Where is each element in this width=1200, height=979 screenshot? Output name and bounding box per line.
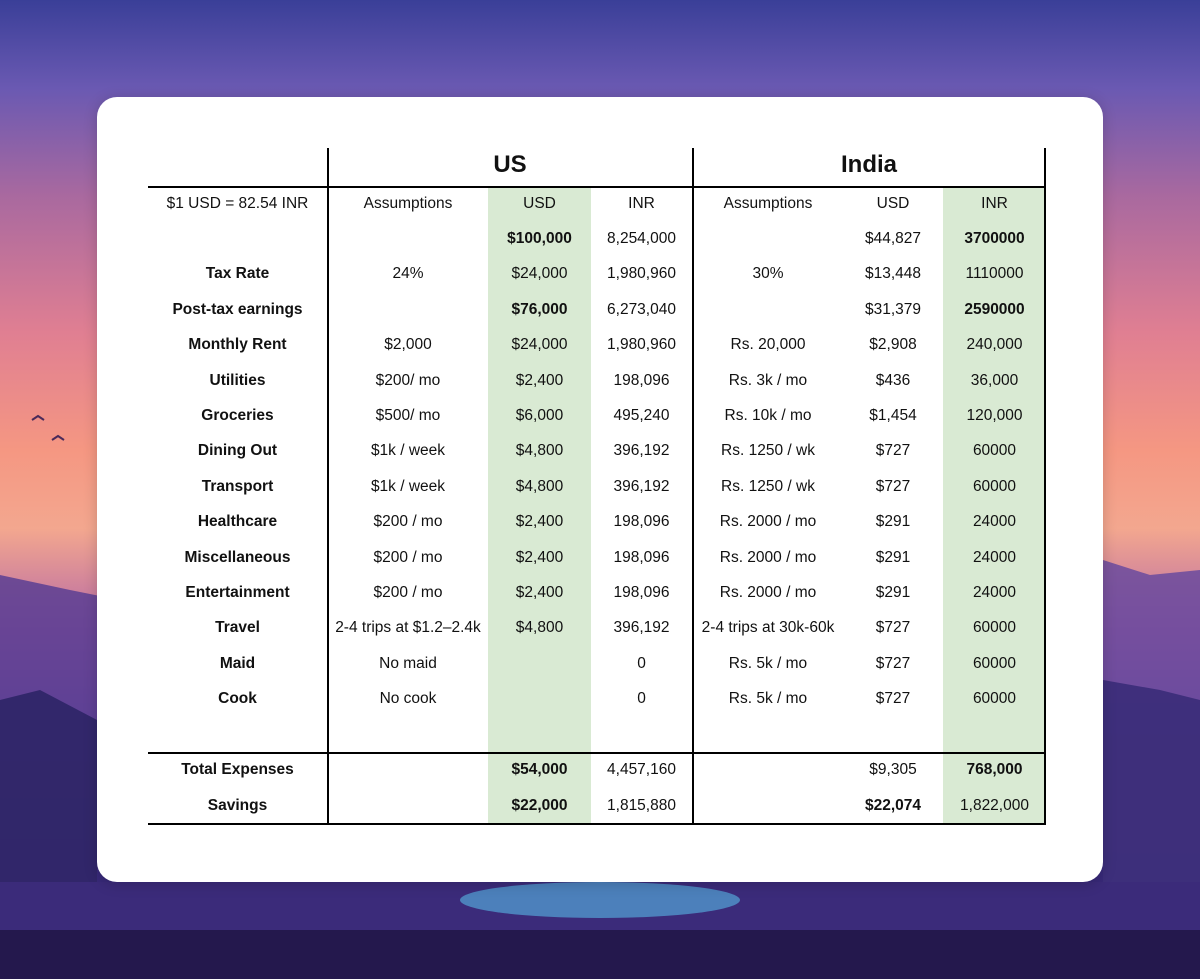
india-assumption-cell: 2-4 trips at 30k-60k — [701, 619, 835, 637]
india-inr-cell: 24000 — [972, 513, 1017, 531]
row-label: Post-tax earnings — [172, 300, 303, 318]
bottom-border — [148, 823, 1046, 825]
india-assumption-cell: Rs. 2000 / mo — [719, 548, 817, 566]
us-usd-cell: $22,000 — [511, 796, 568, 814]
us-assumption-cell: $500/ mo — [375, 407, 441, 424]
india-usd-cell: $727 — [875, 690, 911, 708]
us-usd-cell: $100,000 — [507, 230, 572, 247]
us-assumption-cell: $200 / mo — [373, 513, 443, 531]
us-assumption-cell: No maid — [379, 654, 437, 672]
us-inr-cell: 198,096 — [613, 371, 670, 389]
us-assumption-cell: No cook — [379, 690, 437, 708]
india-assumption-cell: Rs. 2000 / mo — [719, 584, 817, 601]
us-assumption-cell: 24% — [392, 265, 424, 283]
india-assumption-cell: Rs. 5k / mo — [728, 654, 808, 672]
us-assumption-cell: $1k / week — [370, 442, 446, 460]
india-usd-cell: $727 — [875, 442, 911, 460]
us-assumptions-header: Assumptions — [363, 195, 453, 212]
us-inr-cell: 6,273,040 — [607, 300, 676, 318]
header-divider — [148, 186, 1046, 188]
us-usd-cell — [488, 687, 591, 711]
us-usd-cell: $4,800 — [515, 477, 564, 495]
cost-comparison-table — [148, 148, 1046, 825]
us-assumption-cell — [328, 758, 488, 782]
row-label — [148, 227, 327, 251]
us-inr-header: INR — [628, 195, 655, 212]
row-label: Savings — [207, 796, 268, 814]
india-assumption-cell — [693, 794, 843, 818]
india-assumption-cell: Rs. 20,000 — [730, 336, 806, 354]
us-inr-cell: 1,980,960 — [607, 336, 676, 354]
us-inr-cell: 396,192 — [613, 619, 670, 637]
us-inr-cell: 4,457,160 — [607, 761, 676, 778]
us-usd-cell: $4,800 — [515, 442, 564, 460]
us-usd-cell: $6,000 — [515, 407, 564, 424]
india-usd-cell: $1,454 — [869, 407, 917, 424]
india-usd-cell: $44,827 — [864, 230, 922, 247]
india-assumption-cell: Rs. 1250 / wk — [721, 442, 815, 460]
us-assumption-cell: $200 / mo — [373, 548, 443, 566]
india-inr-cell: 120,000 — [966, 407, 1023, 424]
india-assumptions-header: Assumptions — [723, 195, 813, 212]
india-usd-cell: $291 — [875, 513, 911, 531]
us-usd-cell: $2,400 — [515, 371, 564, 389]
us-assumption-cell: $200 / mo — [373, 584, 443, 601]
us-usd-cell: $2,400 — [515, 584, 564, 601]
us-inr-cell: 1,980,960 — [607, 265, 676, 283]
india-group-header: India — [840, 151, 897, 178]
us-inr-cell: 198,096 — [613, 584, 670, 601]
india-assumption-cell — [693, 298, 843, 322]
india-usd-cell: $31,379 — [864, 300, 922, 318]
us-assumption-cell — [328, 298, 488, 322]
us-inr-cell: 396,192 — [613, 442, 670, 460]
india-inr-cell: 24000 — [972, 584, 1017, 601]
india-inr-cell: 1,822,000 — [960, 796, 1029, 814]
row-label: Total Expenses — [181, 761, 294, 778]
row-label: Tax Rate — [205, 265, 270, 283]
us-assumption-cell: $200/ mo — [375, 371, 441, 389]
india-inr-cell: 240,000 — [966, 336, 1023, 354]
row-label: Miscellaneous — [184, 548, 291, 566]
us-inr-cell: 1,815,880 — [607, 796, 676, 814]
india-inr-cell: 60000 — [972, 654, 1017, 672]
india-usd-cell: $291 — [875, 548, 911, 566]
india-inr-cell: 60000 — [972, 442, 1017, 460]
us-usd-cell: $24,000 — [511, 336, 568, 354]
india-inr-cell: 24000 — [972, 548, 1017, 566]
us-assumption-cell: 2-4 trips at $1.2–2.4k — [335, 619, 481, 637]
us-inr-cell: 8,254,000 — [607, 230, 676, 247]
us-inr-cell: 0 — [637, 690, 646, 708]
row-label: Utilities — [209, 371, 266, 389]
us-usd-cell: $24,000 — [511, 265, 568, 283]
india-assumption-cell: Rs. 10k / mo — [724, 407, 812, 424]
us-assumption-cell: $1k / week — [370, 477, 446, 495]
row-label: Maid — [219, 654, 256, 672]
india-usd-cell: $13,448 — [864, 265, 922, 283]
us-usd-cell: $54,000 — [511, 761, 568, 778]
india-usd-header: USD — [876, 195, 910, 212]
us-usd-header: USD — [523, 195, 556, 212]
us-assumption-cell: $2,000 — [384, 336, 432, 354]
us-usd-cell: $2,400 — [515, 548, 564, 566]
india-usd-cell: $291 — [875, 584, 911, 601]
us-inr-cell: 0 — [637, 654, 646, 672]
india-assumption-cell — [693, 227, 843, 251]
row-label: Monthly Rent — [188, 336, 287, 354]
us-usd-cell: $4,800 — [515, 619, 564, 637]
us-assumption-cell — [328, 227, 488, 251]
india-assumption-cell: 30% — [752, 265, 784, 283]
india-inr-cell: 2590000 — [964, 300, 1025, 318]
row-label: Entertainment — [185, 584, 290, 601]
row-label: Healthcare — [197, 513, 278, 531]
india-assumption-cell: Rs. 3k / mo — [728, 371, 808, 389]
india-usd-cell: $727 — [875, 654, 911, 672]
india-assumption-cell: Rs. 1250 / wk — [721, 477, 815, 495]
row-label: Travel — [215, 619, 260, 637]
india-assumption-cell — [693, 758, 843, 782]
totals-divider — [148, 752, 1046, 754]
row-label: Transport — [201, 477, 274, 495]
us-inr-cell: 495,240 — [613, 407, 670, 424]
india-inr-cell: 1110000 — [965, 265, 1024, 283]
india-inr-cell: 60000 — [972, 619, 1017, 637]
us-usd-cell — [488, 652, 591, 676]
us-inr-cell: 198,096 — [613, 513, 670, 531]
india-inr-cell: 768,000 — [966, 761, 1023, 778]
us-group-header: US — [493, 151, 527, 178]
india-usd-cell: $727 — [875, 477, 911, 495]
india-usd-cell: $9,305 — [869, 761, 917, 778]
india-inr-cell: 60000 — [972, 690, 1017, 708]
india-assumption-cell: Rs. 2000 / mo — [719, 513, 817, 531]
india-inr-header: INR — [981, 195, 1008, 212]
india-inr-cell: 3700000 — [964, 230, 1025, 247]
india-inr-cell: 60000 — [972, 477, 1017, 495]
row-label: Cook — [218, 690, 257, 708]
us-assumption-cell — [328, 794, 488, 818]
india-usd-cell: $727 — [875, 619, 911, 637]
india-usd-cell: $22,074 — [864, 796, 922, 814]
us-usd-cell: $2,400 — [515, 513, 564, 531]
india-inr-cell: 36,000 — [970, 371, 1019, 389]
india-usd-cell: $2,908 — [869, 336, 917, 354]
india-usd-cell: $436 — [875, 371, 911, 389]
us-usd-cell: $76,000 — [511, 300, 568, 318]
india-assumption-cell: Rs. 5k / mo — [728, 690, 808, 708]
exchange-rate-label: $1 USD = 82.54 INR — [166, 195, 309, 212]
us-inr-cell: 198,096 — [613, 548, 670, 566]
row-label: Groceries — [201, 407, 274, 424]
us-inr-cell: 396,192 — [613, 477, 670, 495]
row-label: Dining Out — [197, 442, 278, 460]
